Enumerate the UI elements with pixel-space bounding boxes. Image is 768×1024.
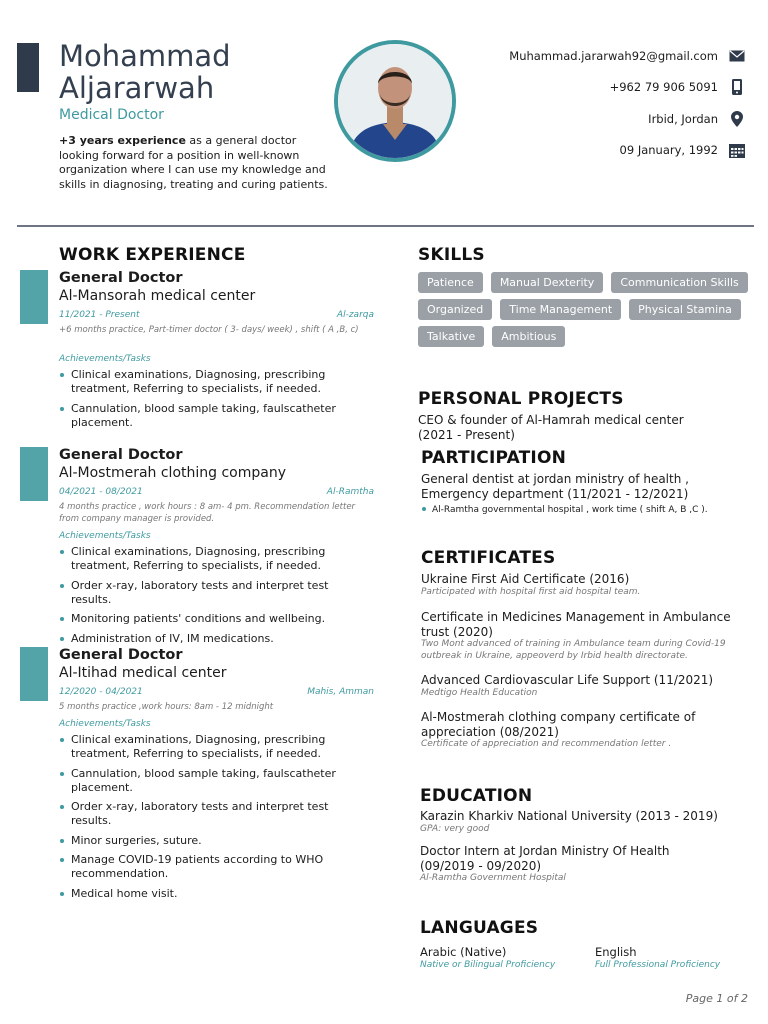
job-accent-bar xyxy=(20,447,48,501)
candidate-role: Medical Doctor xyxy=(59,107,164,123)
list-item: Clinical examinations, Diagnosing, prescribing treatment, Referring to specialists, if needed. xyxy=(59,368,359,396)
job-dates: 12/2020 - 04/2021 xyxy=(59,687,143,697)
list-item: Cannulation, blood sample taking, faulscatheter placement. xyxy=(59,402,359,430)
profile-photo xyxy=(334,40,456,162)
contact-birthdate: 09 January, 1992 xyxy=(486,135,746,167)
job-title: General Doctor xyxy=(59,270,183,286)
skills-list xyxy=(418,272,748,347)
job-dates: 04/2021 - 08/2021 xyxy=(59,487,143,497)
language-item: Arabic (Native) Native or Bilingual Proficiency xyxy=(420,945,556,970)
skill-chip: Manual Dexterity xyxy=(491,272,604,293)
list-item: Order x-ray, laboratory tests and interpret test results. xyxy=(59,800,359,828)
participation-title: PARTICIPATION xyxy=(421,448,567,468)
job-location: Al-Ramtha xyxy=(326,487,374,497)
job-company: Al-Mansorah medical center xyxy=(59,288,256,304)
phone-icon xyxy=(728,78,746,96)
certificate-item: Advanced Cardiovascular Life Support (11/2021) Medtigo Health Education xyxy=(421,673,714,698)
job-title: General Doctor xyxy=(59,647,183,663)
language-item: English Full Professional Proficiency xyxy=(595,945,721,970)
participation-entry: General dentist at jordan ministry of health , Emergency department (11/2021 - 12/2021) Al-Ramtha governmental hospital , work time ( shift A, B ,C ). xyxy=(421,472,751,518)
list-item: Clinical examinations, Diagnosing, prescribing treatment, Referring to specialists, if needed. xyxy=(59,733,359,761)
list-item: Minor surgeries, suture. xyxy=(59,834,359,848)
portrait-icon xyxy=(338,44,452,158)
list-item: Manage COVID-19 patients according to WHO recommendation. xyxy=(59,853,359,881)
education-title: EDUCATION xyxy=(420,786,533,806)
list-item: Administration of IV, IM medications. xyxy=(59,632,359,646)
certificate-item: Al-Mostmerah clothing company certificate of appreciation (08/2021) Certificate of appreciation and recommendation letter . xyxy=(421,710,696,749)
certificate-item: Certificate in Medicines Management in Ambulance trust (2020) Two Mont advanced of training in Ambulance team during Covid-19 outbreak in Ukraine, appeoverd by Irbid health directorate. xyxy=(421,610,731,661)
list-item: Monitoring patients' conditions and wellbeing. xyxy=(59,612,359,626)
job-task-list xyxy=(59,368,359,435)
job-location: Mahis, Amman xyxy=(307,687,374,697)
certificate-item: Ukraine First Aid Certificate (2016) Participated with hospital first aid hospital team. xyxy=(421,572,641,597)
work-experience-title: WORK EXPERIENCE xyxy=(59,245,246,265)
education-item: Doctor Intern at Jordan Ministry Of Health (09/2019 - 09/2020) Al-Ramtha Government Hospital xyxy=(420,844,670,883)
education-list xyxy=(420,809,750,885)
job-description: 5 months practice ,work hours: 8am - 12 midnight xyxy=(59,702,274,712)
job-company: Al-Itihad medical center xyxy=(59,665,227,681)
project-entry: CEO & founder of Al-Hamrah medical center (2021 - Present) xyxy=(418,413,684,442)
job-task-list xyxy=(59,733,359,906)
job-task-list xyxy=(59,545,359,651)
list-item: Cannulation, blood sample taking, faulscatheter placement. xyxy=(59,767,359,795)
skill-chip: Organized xyxy=(418,299,492,320)
contact-list xyxy=(486,40,746,166)
header-divider xyxy=(17,225,754,227)
skill-chip: Physical Stamina xyxy=(629,299,741,320)
skill-chip: Time Management xyxy=(500,299,621,320)
projects-title: PERSONAL PROJECTS xyxy=(418,389,624,409)
calendar-icon xyxy=(728,141,746,159)
skill-chip: Communication Skills xyxy=(611,272,747,293)
list-item: Order x-ray, laboratory tests and interpret test results. xyxy=(59,579,359,607)
job-title: General Doctor xyxy=(59,447,183,463)
job-entry xyxy=(20,647,380,900)
languages-title: LANGUAGES xyxy=(420,918,539,938)
list-item: Clinical examinations, Diagnosing, prescribing treatment, Referring to specialists, if needed. xyxy=(59,545,359,573)
job-entry xyxy=(20,447,380,645)
job-tasks-label: Achievements/Tasks xyxy=(59,354,151,364)
job-location: Al-zarqa xyxy=(336,310,374,320)
skill-chip: Ambitious xyxy=(492,326,565,347)
list-item: Al-Ramtha governmental hospital , work time ( shift A, B ,C ). xyxy=(421,503,751,518)
location-icon xyxy=(728,110,746,128)
mail-icon xyxy=(728,47,746,65)
job-description: 4 months practice , work hours : 8 am- 4 pm. Recommendation letter from company manager is provided. xyxy=(59,502,356,524)
job-description: +6 months practice, Part-timer doctor ( 3- days/ week) , shift ( A ,B, c) xyxy=(59,325,359,335)
job-entry xyxy=(20,270,380,440)
job-tasks-label: Achievements/Tasks xyxy=(59,719,151,729)
list-item: Medical home visit. xyxy=(59,887,359,901)
job-tasks-label: Achievements/Tasks xyxy=(59,531,151,541)
contact-location: Irbid, Jordan xyxy=(486,103,746,135)
job-company: Al-Mostmerah clothing company xyxy=(59,465,286,481)
page-number: Page 1 of 2 xyxy=(685,992,748,1005)
job-accent-bar xyxy=(20,270,48,324)
certificates-title: CERTIFICATES xyxy=(421,548,556,568)
contact-email[interactable]: Muhammad.jararwah92@gmail.com xyxy=(486,40,746,72)
job-accent-bar xyxy=(20,647,48,701)
skills-title: SKILLS xyxy=(418,245,485,265)
certificate-list xyxy=(421,572,751,751)
education-item: Karazin Kharkiv National University (2013 - 2019) GPA: very good xyxy=(420,809,718,834)
name-accent-bar xyxy=(17,43,39,92)
skill-chip: Talkative xyxy=(418,326,484,347)
job-dates: 11/2021 - Present xyxy=(59,310,140,320)
skill-chip: Patience xyxy=(418,272,483,293)
profile-summary: +3 years experience as a general doctor looking forward for a position in well-known organization where I can use my knowledge and skills in diagnosing, treating and curing patients. xyxy=(59,134,328,191)
contact-phone[interactable]: +962 79 906 5091 xyxy=(486,72,746,104)
candidate-name: Mohammad Aljararwah xyxy=(59,39,231,105)
